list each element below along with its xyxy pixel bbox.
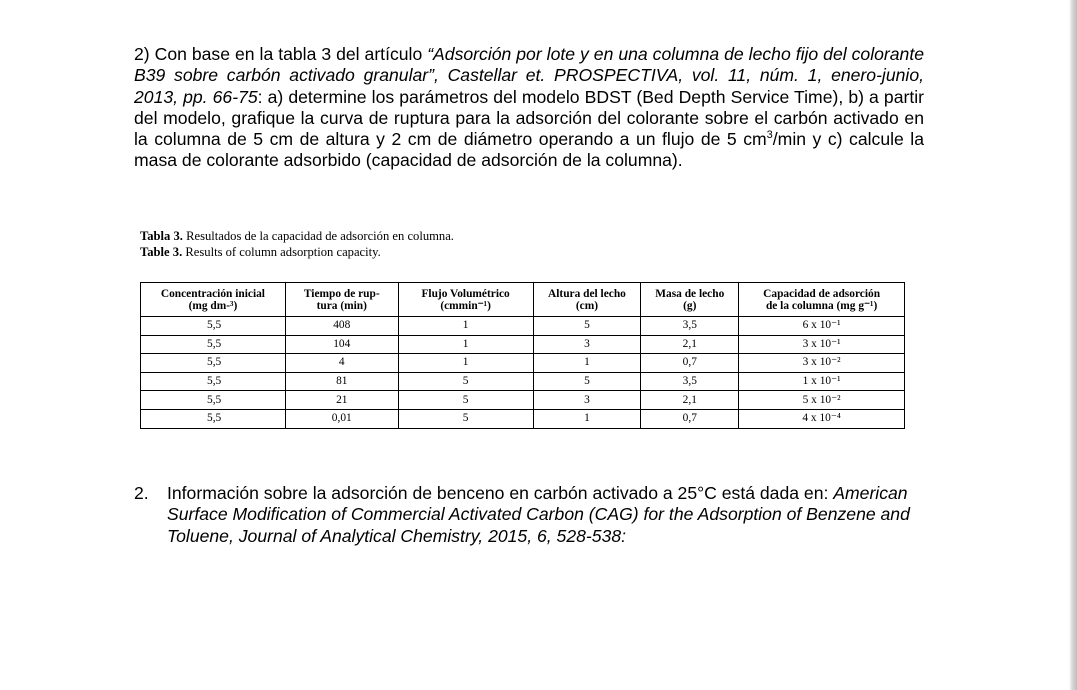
- question-1-text: [134, 44, 924, 172]
- cell-height: 3: [533, 391, 641, 410]
- caption-spanish-text: Resultados de la capacidad de adsorción en columna.: [182, 229, 454, 243]
- page-edge-shadow: [1069, 0, 1077, 690]
- cell-height: 5: [533, 372, 641, 391]
- article-citation: “Adsorción por lote y en una columna de lecho fijo del colorante B39 sobre carbón activado granular”, Castellar et. PROSPECTIVA, vol. 11, núm. 1, enero-junio, 2013, pp. 66-75: [134, 44, 924, 107]
- caption-spanish-label: Tabla 3.: [140, 229, 183, 243]
- cell-capacity: 4 x 10⁻⁴: [739, 409, 905, 428]
- cell-time: 0,01: [285, 409, 398, 428]
- cell-mass: 0,7: [641, 409, 739, 428]
- cell-capacity: 6 x 10⁻¹: [739, 317, 905, 336]
- question-1-intro: 2) Con base en la tabla 3 del artículo: [134, 44, 428, 64]
- cell-capacity: 5 x 10⁻²: [739, 391, 905, 410]
- cell-height: 1: [533, 354, 641, 373]
- header-bed-mass: Masa de lecho (g): [641, 283, 739, 317]
- caption-english-label: Table 3.: [140, 245, 183, 259]
- question-2-body: Información sobre la adsorción de benceno en carbón activado a 25°C está dada en:: [167, 483, 834, 503]
- cell-concentration: 5,5: [141, 335, 286, 354]
- table-row: [141, 372, 905, 391]
- cell-time: 104: [285, 335, 398, 354]
- header-volumetric-flow: Flujo Volumétrico (cmmin⁻¹): [398, 283, 533, 317]
- cell-time: 408: [285, 317, 398, 336]
- question-2-number: 2.: [134, 483, 149, 503]
- header-concentration: Concentración inicial (mg dm-³): [141, 283, 286, 317]
- cell-flow: 5: [398, 409, 533, 428]
- cell-capacity: 1 x 10⁻¹: [739, 372, 905, 391]
- cell-capacity: 3 x 10⁻²: [739, 354, 905, 373]
- table-row: [141, 409, 905, 428]
- cell-mass: 2,1: [641, 391, 739, 410]
- cell-mass: 2,1: [641, 335, 739, 354]
- cell-height: 1: [533, 409, 641, 428]
- caption-english: [140, 244, 454, 260]
- cell-capacity: 3 x 10⁻¹: [739, 335, 905, 354]
- table-caption: [140, 228, 454, 260]
- caption-english-text: Results of column adsorption capacity.: [182, 245, 381, 259]
- table-row: [141, 335, 905, 354]
- cell-concentration: 5,5: [141, 372, 286, 391]
- header-breakthrough-time: Tiempo de rup- tura (min): [285, 283, 398, 317]
- cell-flow: 1: [398, 317, 533, 336]
- table-row: [141, 391, 905, 410]
- cell-mass: 0,7: [641, 354, 739, 373]
- cell-height: 5: [533, 317, 641, 336]
- cell-flow: 1: [398, 354, 533, 373]
- caption-spanish: [140, 228, 454, 244]
- table-row: [141, 317, 905, 336]
- question-1-end: /min y c) calcule la masa de colorante adsorbido (capacidad de adsorción de la columna).: [134, 129, 924, 171]
- superscript-cubed: 3: [766, 129, 773, 142]
- question-1-body: : a) determine los parámetros del modelo BDST (Bed Depth Service Time), b) a partir del modelo, grafique la curva de ruptura para la adsorción del colorante sobre el carbón activado en la columna de 5 cm de altura y 2 cm de diámetro operando a un flujo de 5 cm: [134, 86, 924, 150]
- question-2-text: [167, 483, 920, 547]
- header-bed-height: Altura del lecho (cm): [533, 283, 641, 317]
- cell-concentration: 5,5: [141, 317, 286, 336]
- cell-height: 3: [533, 335, 641, 354]
- table-row: [141, 354, 905, 373]
- cell-time: 21: [285, 391, 398, 410]
- cell-mass: 3,5: [641, 317, 739, 336]
- cell-mass: 3,5: [641, 372, 739, 391]
- cell-flow: 5: [398, 391, 533, 410]
- question-2-reference: American Surface Modification of Commercial Activated Carbon (CAG) for the Adsorption of Benzene and Toluene, Journal of Analytical Chemistry, 2015, 6, 528-538:: [167, 483, 910, 546]
- cell-concentration: 5,5: [141, 354, 286, 373]
- cell-concentration: 5,5: [141, 409, 286, 428]
- adsorption-results-table: [140, 282, 905, 429]
- cell-time: 81: [285, 372, 398, 391]
- question-2: [134, 483, 924, 547]
- cell-concentration: 5,5: [141, 391, 286, 410]
- cell-flow: 1: [398, 335, 533, 354]
- table-header-row: [141, 283, 905, 317]
- header-adsorption-capacity: Capacidad de adsorción de la columna (mg g⁻¹): [739, 283, 905, 317]
- cell-time: 4: [285, 354, 398, 373]
- cell-flow: 5: [398, 372, 533, 391]
